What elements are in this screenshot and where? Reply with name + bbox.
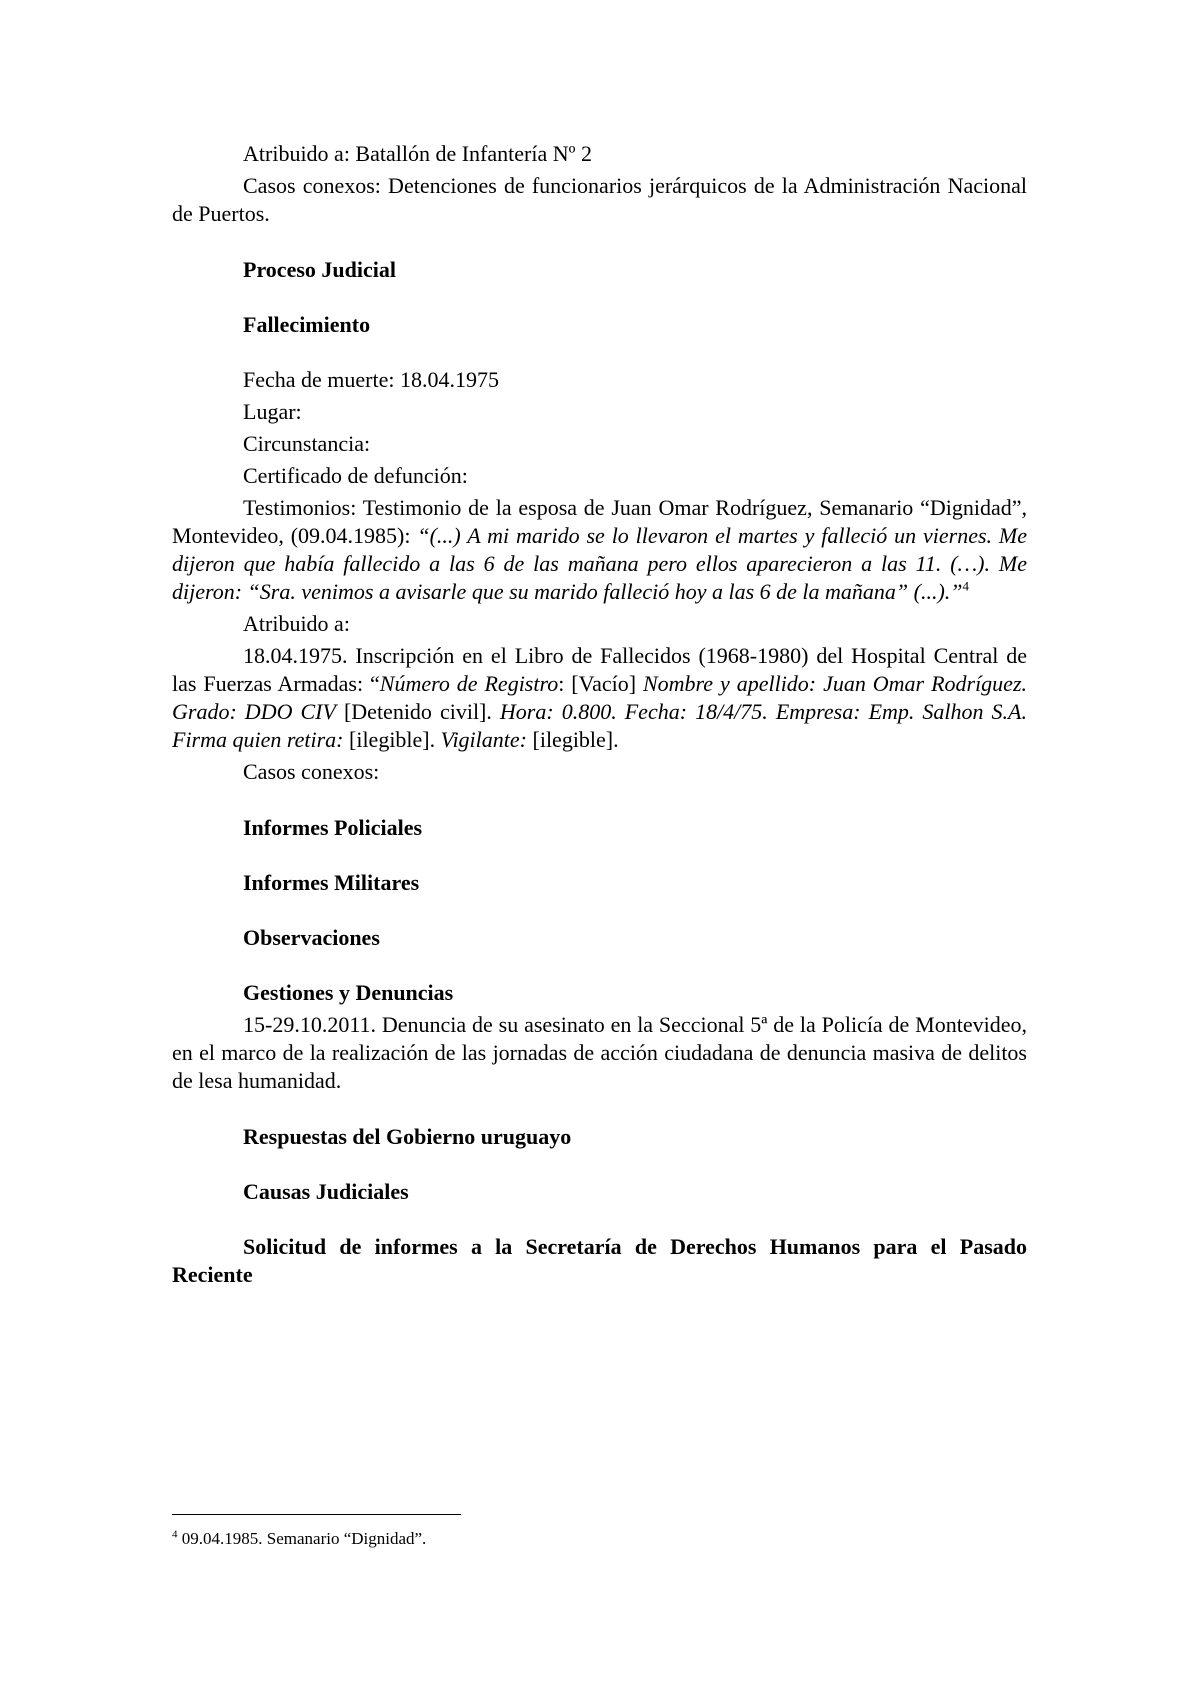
footnote (172, 1528, 426, 1550)
fecha-muerte: Fecha de muerte: 18.04.1975 (243, 367, 499, 392)
heading-observaciones: Observaciones (243, 925, 380, 950)
heading-proceso-judicial: Proceso Judicial (243, 257, 396, 282)
footnote-ref[interactable]: 4 (962, 578, 970, 594)
testimonios-paragraph (172, 494, 1027, 606)
heading-informes-policiales: Informes Policiales (243, 815, 423, 840)
inscripcion-text-4: [ilegible]. (343, 727, 441, 752)
certificado-defuncion: Certificado de defunción: (243, 463, 468, 488)
footnote-divider (172, 1514, 461, 1515)
heading-gestiones-denuncias: Gestiones y Denuncias (243, 980, 454, 1005)
casos-conexos-detenciones: Casos conexos: Detenciones de funcionarios jerárquicos de la Administración Nacional de Puertos. (172, 173, 1027, 226)
casos-conexos-vacio: Casos conexos: (243, 759, 380, 784)
heading-solicitud-informes: Solicitud de informes a la Secretaría de Derechos Humanos para el Pasado Reciente (172, 1234, 1027, 1287)
inscripcion-italic-3: Hora: 0.800. Fecha: 18/4/75. Empresa: Emp. Salhon S.A. Firma quien retira: (172, 699, 1027, 752)
footnote-number: 4 (172, 1528, 178, 1541)
heading-fallecimiento: Fallecimiento (243, 312, 371, 337)
heading-respuestas-gobierno: Respuestas del Gobierno uruguayo (243, 1124, 572, 1149)
inscripcion-italic-1: Número de Registro (379, 671, 559, 696)
heading-informes-militares: Informes Militares (243, 870, 420, 895)
inscripcion-italic-2: Nombre y apellido: Juan Omar Rodríguez. Grado: DDO CIV (172, 671, 1028, 724)
footnote-text: 09.04.1985. Semanario “Dignidad”. (177, 1529, 427, 1548)
testimonios-intro: Testimonios: Testimonio de la esposa de Juan Omar Rodríguez, Semanario “Dignidad”, Montevideo, (09.04.1985): (172, 495, 1027, 548)
testimonios-quote: “(...) A mi marido se lo llevaron el martes y falleció un viernes. Me dijeron que había fallecido a las 6 de las mañana pero ellos aparecieron a las 11. (…). Me dijeron: “Sra. venimos a avisarle que su marido falleció hoy a las 6 de la mañana” (...).” (172, 523, 1027, 604)
denuncia-paragraph: 15-29.10.2011. Denuncia de su asesinato en la Seccional 5ª de la Policía de Montevideo, en el marco de la realización de las jornadas de acción ciudadana de denuncia masiva de delitos de lesa humanidad. (172, 1012, 1027, 1093)
document-body (172, 140, 1027, 1289)
inscripcion-text-3: [Detenido civil]. (335, 699, 500, 724)
inscripcion-italic-4: Vigilante: (440, 727, 527, 752)
atribuido-vacio: Atribuido a: (243, 611, 350, 636)
inscripcion-text-5: [ilegible]. (527, 727, 619, 752)
inscripcion-paragraph (172, 642, 1027, 754)
atribuido-batallon: Atribuido a: Batallón de Infantería Nº 2 (243, 141, 592, 166)
circunstancia: Circunstancia: (243, 431, 371, 456)
heading-causas-judiciales: Causas Judiciales (243, 1179, 409, 1204)
inscripcion-text-2: : [Vacío] (558, 671, 643, 696)
lugar: Lugar: (243, 399, 302, 424)
inscripcion-text-1: 18.04.1975. Inscripción en el Libro de Fallecidos (1968-1980) del Hospital Central de las Fuerzas Armadas: “ (172, 643, 1027, 696)
